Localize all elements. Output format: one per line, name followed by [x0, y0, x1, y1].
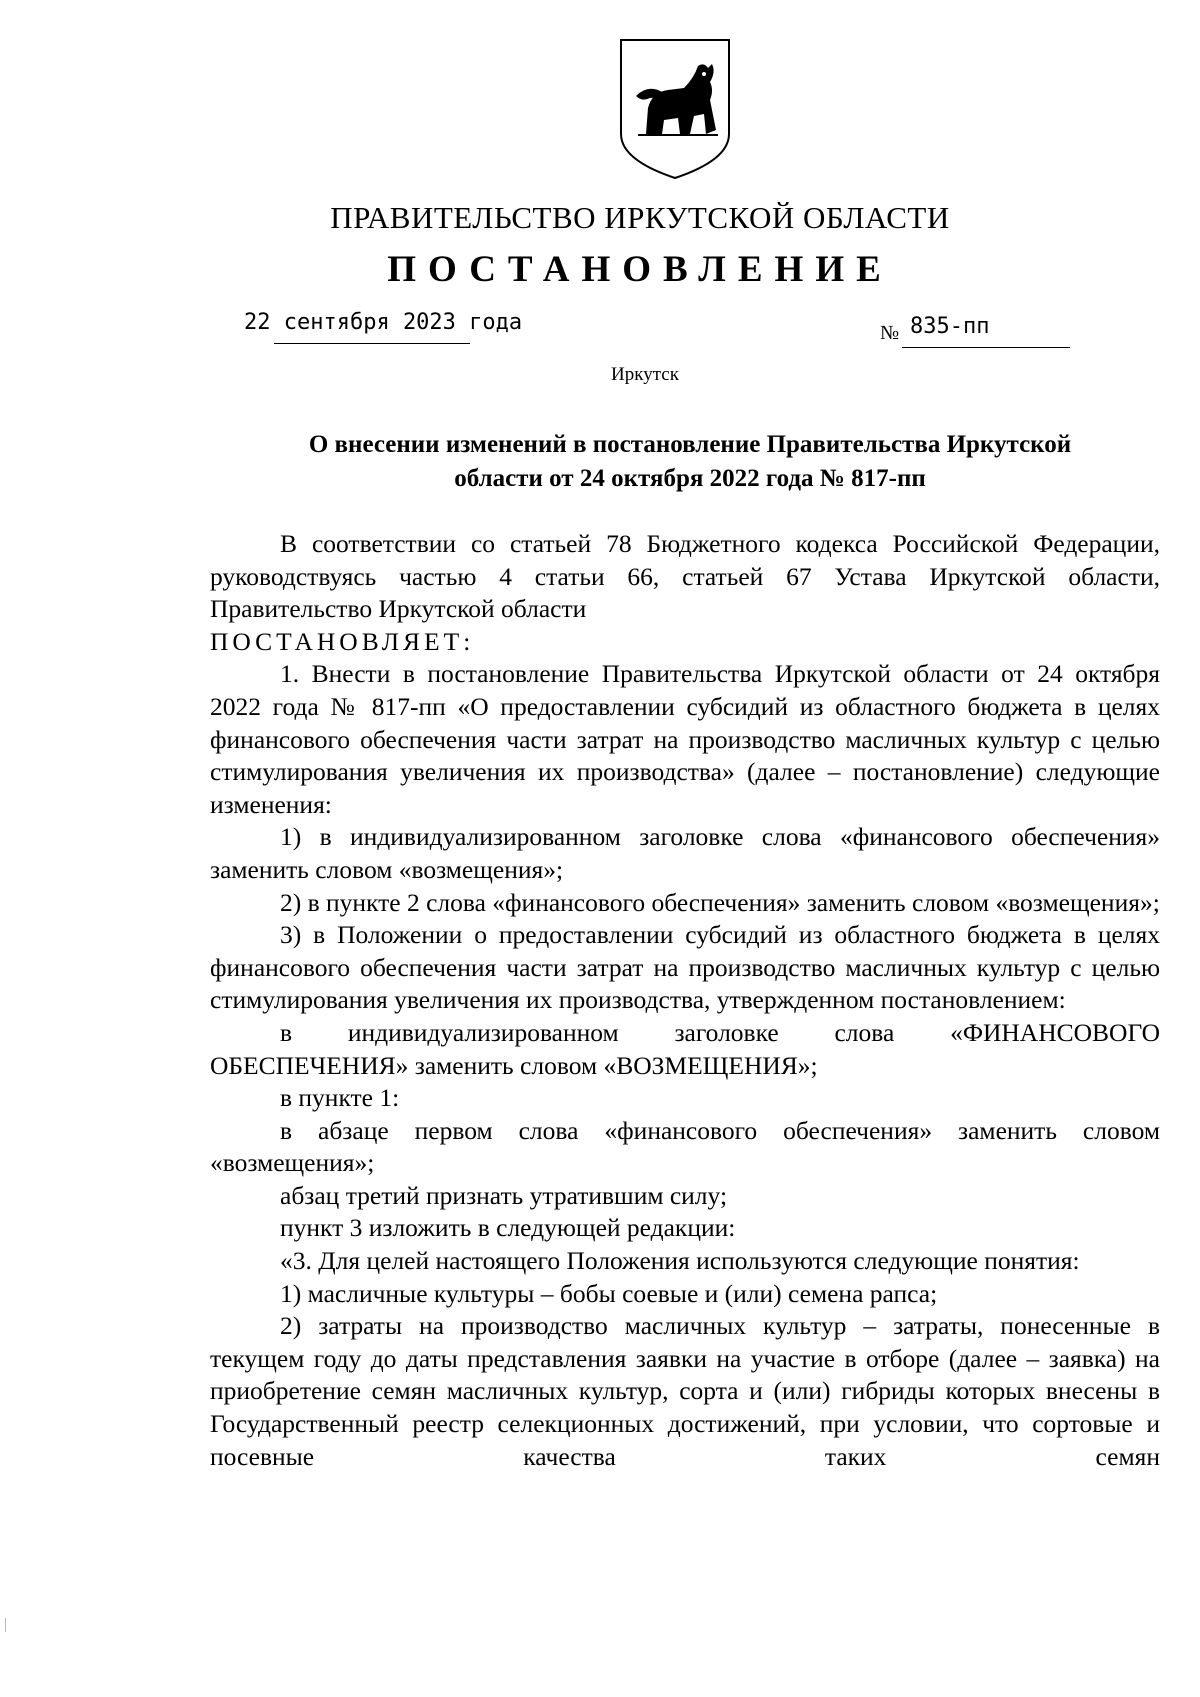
body-paragraph: 1) масличные культуры – бобы соевые и (или) семена рапса; [280, 1278, 938, 1308]
document-city: Иркутск [611, 364, 679, 385]
document-date: 22 сентября 2023 года [244, 310, 523, 335]
document-title-line: области от 24 октября 2022 года № 817-пп [454, 465, 926, 492]
number-underline [902, 347, 1070, 348]
coat-of-arms-icon [618, 38, 732, 180]
date-underline [274, 343, 470, 344]
body-paragraph: в пункте 1: [280, 1083, 400, 1113]
document-number: 835-пп [910, 314, 990, 339]
body-paragraph: «3. Для целей настоящего Положения используются следующие понятия: [280, 1246, 1080, 1276]
number-sign: № [880, 322, 900, 344]
body-paragraph: 2) в пункте 2 слова «финансового обеспечения» заменить словом «возмещения»; [280, 887, 1160, 917]
body-paragraph: абзац третий признать утратившим силу; [280, 1180, 728, 1210]
body-paragraph: 1. Внести в постановление Правительства Иркутской области от 24 октября 2022 года № 817-пп «О предоставлении субсидий из областного бюджета в целях финансового обеспечения части затрат на производство масличных культур с целью стимулирования увеличения их производства» (далее – постановление) следующие изменения: [210, 659, 1160, 819]
document-title-line: О внесении изменений в постановление Правительства Иркутской [308, 431, 1072, 458]
body-paragraph: в индивидуализированном заголовке слова «ФИНАНСОВОГО ОБЕСПЕЧЕНИЯ» заменить словом «ВОЗМЕЩЕНИЯ»; [210, 1017, 1160, 1080]
body-paragraph: 2) затраты на производство масличных культур – затраты, понесенные в текущем году до даты представления заявки на участие в отборе (далее – заявка) на приобретение семян масличных культур, сорта и (или) гибриды которых внесены в Государственный реестр селекционных достижений, при условии, что сортовые и посевные качества таких семян [210, 1311, 1160, 1471]
resolves-heading: ПОСТАНОВЛЯЕТ: [210, 626, 475, 656]
document-body [210, 528, 1160, 1473]
scan-margin-mark [5, 1618, 6, 1632]
body-paragraph: 1) в индивидуализированном заголовке слова «финансового обеспечения» заменить словом «возмещения»; [210, 822, 1160, 884]
preamble-paragraph: В соответствии со статьей 78 Бюджетного кодекса Российской Федерации, руководствуясь частью 4 статьи 66, статьей 67 Устава Иркутской области, Правительство Иркутской области [210, 529, 1160, 624]
body-paragraph: 3) в Положении о предоставлении субсидий из областного бюджета в целях финансового обеспечения части затрат на производство масличных культур с целью стимулирования увеличения их производства, утвержденном постановлением: [210, 920, 1160, 1015]
government-name: ПРАВИТЕЛЬСТВО ИРКУТСКОЙ ОБЛАСТИ [330, 200, 950, 235]
body-paragraph: в абзаце первом слова «финансового обеспечения» заменить словом «возмещения»; [210, 1115, 1160, 1178]
document-title [250, 428, 1130, 496]
document-type: ПОСТАНОВЛЕНИЕ [387, 249, 893, 290]
body-paragraph: пункт 3 изложить в следующей редакции: [280, 1213, 736, 1243]
